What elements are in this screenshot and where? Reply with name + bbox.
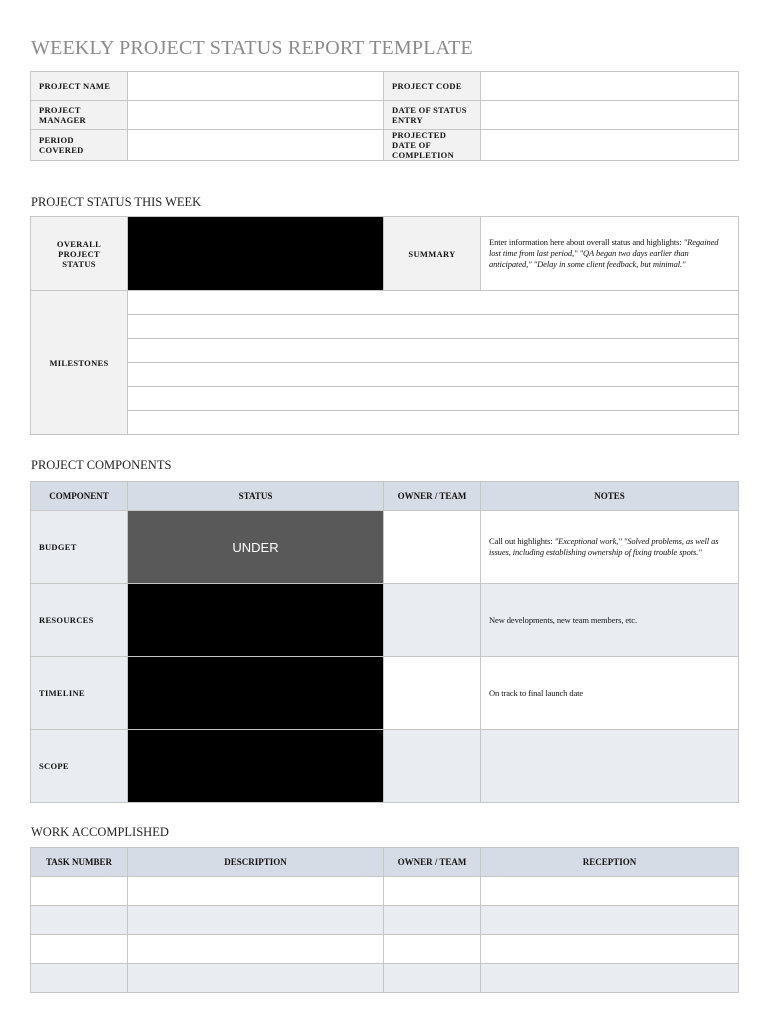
table-row-cell[interactable] [384,906,481,935]
milestone-row[interactable] [128,339,739,363]
table-row-cell[interactable] [31,877,128,906]
table-row-cell[interactable] [128,877,384,906]
milestone-row[interactable] [128,411,739,435]
table-row-cell[interactable] [481,964,739,993]
budget-notes-intro: Call out highlights: [489,536,555,546]
table-row-cell[interactable] [384,877,481,906]
status-section-title: PROJECT STATUS THIS WEEK [31,195,202,209]
table-row-cell[interactable] [384,964,481,993]
milestone-row[interactable] [128,315,739,339]
period-covered-field[interactable] [128,130,384,161]
timeline-notes-cell[interactable]: On track to final launch date [481,657,739,730]
table-row-cell[interactable] [31,964,128,993]
milestone-row[interactable] [128,363,739,387]
owner-header: OWNER / TEAM [384,482,481,511]
resources-status-cell[interactable] [128,584,384,657]
project-code-field[interactable] [481,72,739,101]
table-row-cell[interactable] [128,906,384,935]
component-resources-label: RESOURCES [31,584,128,657]
scope-owner-cell[interactable] [384,730,481,803]
overall-status-label: OVERALL PROJECT STATUS [31,217,128,291]
summary-intro: Enter information here about overall status and highlights: [489,237,682,247]
projected-completion-label: PROJECTED DATE OF COMPLETION [384,130,481,161]
scope-status-cell[interactable] [128,730,384,803]
project-manager-label: PROJECT MANAGER [31,101,128,130]
budget-notes-cell[interactable] [481,511,739,584]
project-info-table [30,71,739,161]
overall-status-indicator[interactable] [128,217,384,291]
timeline-status-cell[interactable] [128,657,384,730]
date-of-status-entry-label: DATE OF STATUS ENTRY [384,101,481,130]
resources-owner-cell[interactable] [384,584,481,657]
summary-field[interactable] [481,217,739,291]
table-row-cell[interactable] [128,964,384,993]
table-row-cell[interactable] [481,935,739,964]
notes-header: NOTES [481,482,739,511]
status-table [30,216,739,435]
table-row-cell[interactable] [384,935,481,964]
project-manager-field[interactable] [128,101,384,130]
timeline-owner-cell[interactable] [384,657,481,730]
budget-notes-example: "Exceptional work," "Solved problems, as well as issues, including establishing ownership of fixing trouble spots." [489,536,719,557]
component-header: COMPONENT [31,482,128,511]
page-title: WEEKLY PROJECT STATUS REPORT TEMPLATE [31,37,473,59]
status-header: STATUS [128,482,384,511]
task-number-header: TASK NUMBER [31,848,128,877]
date-of-status-entry-field[interactable] [481,101,739,130]
project-name-field[interactable] [128,72,384,101]
components-section-title: PROJECT COMPONENTS [31,458,172,472]
components-table [30,481,739,803]
component-timeline-label: TIMELINE [31,657,128,730]
milestone-row[interactable] [128,291,739,315]
summary-example: "Regained lost time from last period," "QA began two days earlier than anticipated," "Delay in some client feedback, but minimal." [489,237,719,269]
owner-team-header: OWNER / TEAM [384,848,481,877]
table-row-cell[interactable] [481,906,739,935]
summary-label: SUMMARY [384,217,481,291]
table-row-cell[interactable] [128,935,384,964]
budget-status-cell[interactable]: UNDER [128,511,384,584]
component-scope-label: SCOPE [31,730,128,803]
reception-header: RECEPTION [481,848,739,877]
table-row-cell[interactable] [481,877,739,906]
component-budget-label: BUDGET [31,511,128,584]
scope-notes-cell[interactable] [481,730,739,803]
milestone-row[interactable] [128,387,739,411]
work-table [30,847,739,993]
milestones-label: MILESTONES [31,291,128,435]
description-header: DESCRIPTION [128,848,384,877]
work-section-title: WORK ACCOMPLISHED [31,825,169,839]
resources-notes-cell[interactable]: New developments, new team members, etc. [481,584,739,657]
budget-owner-cell[interactable] [384,511,481,584]
project-name-label: PROJECT NAME [31,72,128,101]
project-code-label: PROJECT CODE [384,72,481,101]
period-covered-label: PERIOD COVERED [31,130,128,161]
table-row-cell[interactable] [31,935,128,964]
table-row-cell[interactable] [31,906,128,935]
projected-completion-field[interactable] [481,130,739,161]
